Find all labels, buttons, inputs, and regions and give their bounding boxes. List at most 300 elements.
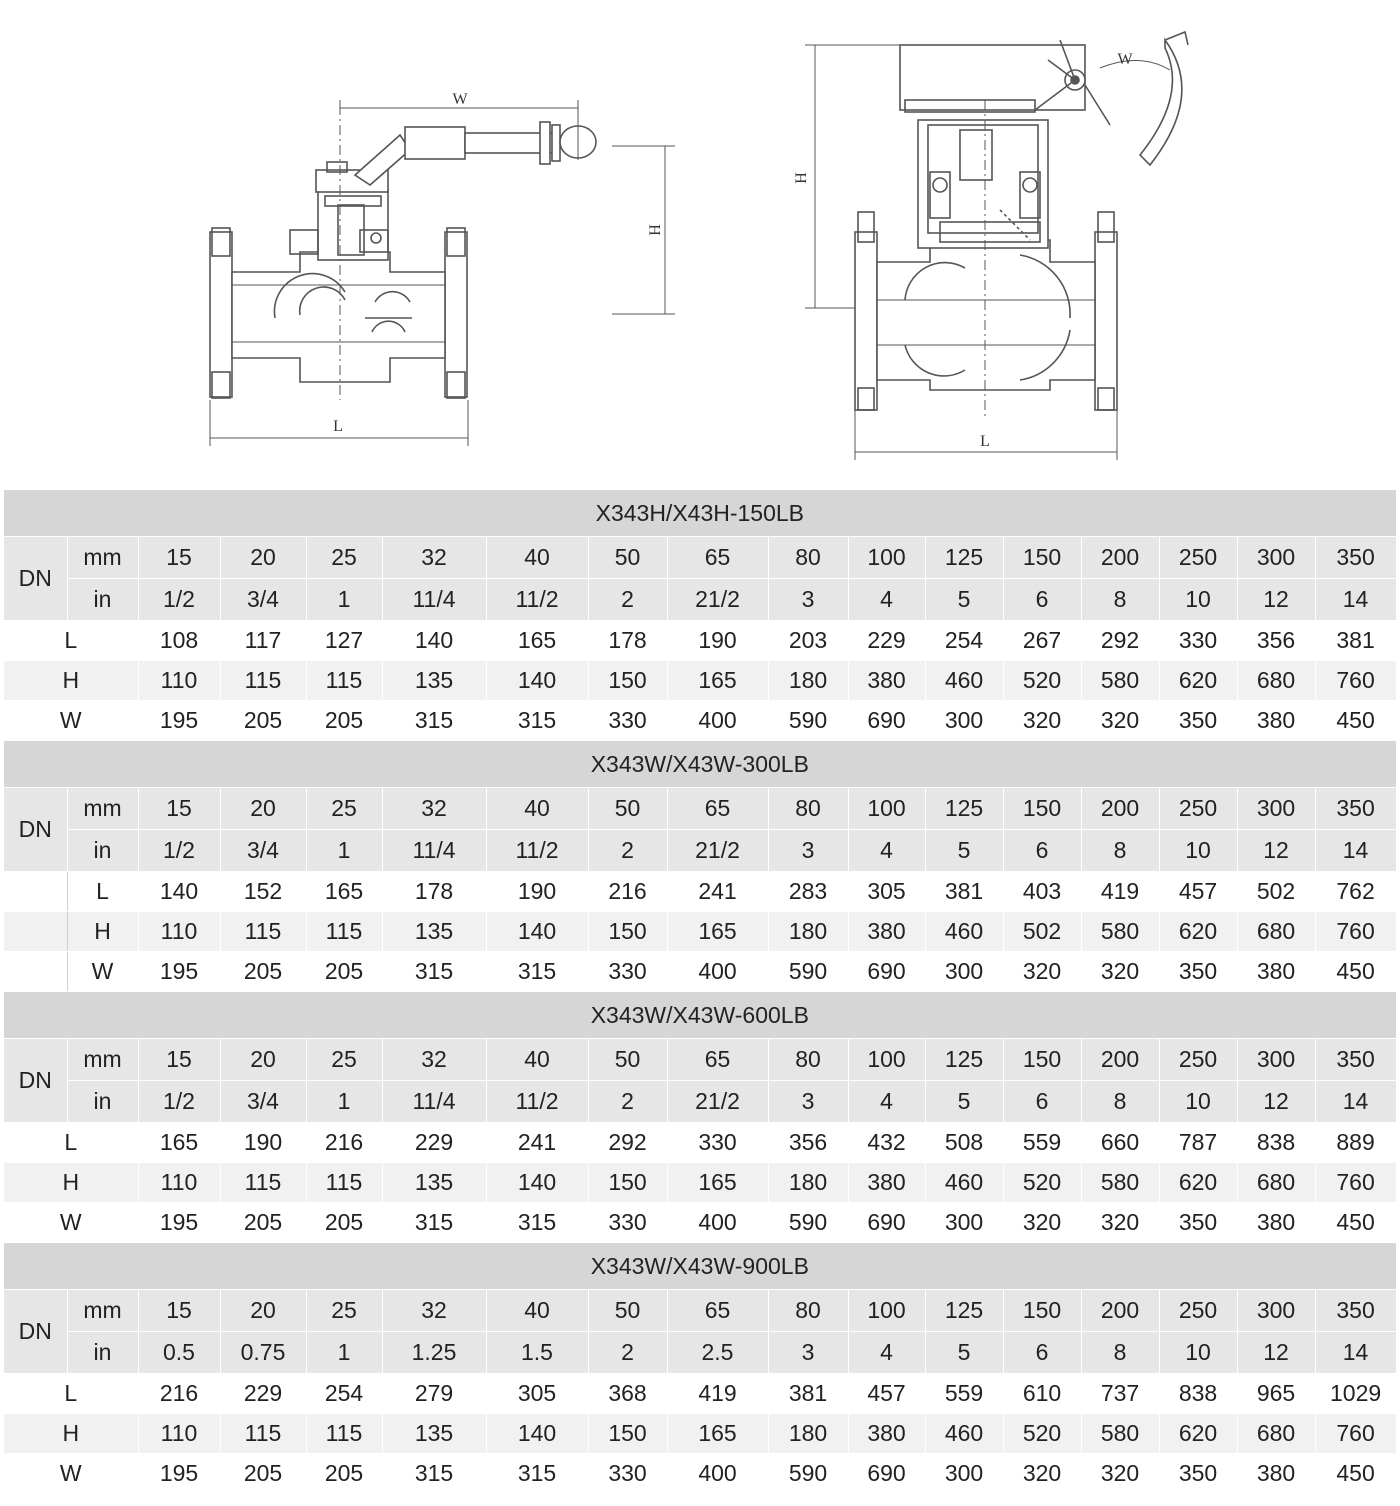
inch-unit-label: in <box>67 1081 138 1123</box>
gear-valve-drawing <box>855 32 1188 420</box>
value-cell: 205 <box>306 1454 382 1494</box>
value-cell: 205 <box>306 952 382 992</box>
inch-size-cell: 1.5 <box>486 1332 588 1374</box>
value-cell: 381 <box>1315 621 1396 661</box>
value-cell: 380 <box>848 1163 925 1203</box>
mm-size-cell: 300 <box>1237 537 1315 579</box>
section-title: X343W/X43W-900LB <box>4 1243 1396 1290</box>
value-cell: 965 <box>1237 1374 1315 1414</box>
value-cell: 190 <box>220 1123 306 1163</box>
value-cell: 241 <box>667 872 768 912</box>
mm-size-cell: 32 <box>382 1039 486 1081</box>
inch-size-cell: 8 <box>1081 830 1159 872</box>
value-cell: 520 <box>1003 1163 1081 1203</box>
value-cell: 590 <box>768 1203 848 1243</box>
inch-size-cell: 1/2 <box>138 579 220 621</box>
dimension-label: H <box>4 661 138 701</box>
inch-size-cell: 1 <box>306 579 382 621</box>
value-cell: 115 <box>306 912 382 952</box>
mm-size-cell: 250 <box>1159 1039 1237 1081</box>
value-cell: 400 <box>667 952 768 992</box>
value-cell: 315 <box>486 701 588 741</box>
value-cell: 216 <box>306 1123 382 1163</box>
value-cell: 380 <box>848 661 925 701</box>
inch-size-cell: 3 <box>768 830 848 872</box>
mm-size-cell: 50 <box>588 537 667 579</box>
value-cell: 680 <box>1237 912 1315 952</box>
mm-size-cell: 100 <box>848 1290 925 1332</box>
inch-size-cell: 2 <box>588 1081 667 1123</box>
inch-size-cell: 11/2 <box>486 579 588 621</box>
mm-size-cell: 15 <box>138 537 220 579</box>
value-cell: 690 <box>848 952 925 992</box>
value-cell: 762 <box>1315 872 1396 912</box>
value-cell: 320 <box>1081 701 1159 741</box>
inch-size-cell: 21/2 <box>667 830 768 872</box>
value-cell: 315 <box>382 952 486 992</box>
value-cell: 300 <box>925 1203 1003 1243</box>
inch-size-cell: 11/4 <box>382 579 486 621</box>
value-cell: 380 <box>1237 952 1315 992</box>
value-cell: 140 <box>138 872 220 912</box>
value-cell: 320 <box>1003 1203 1081 1243</box>
inch-size-cell: 0.5 <box>138 1332 220 1374</box>
mm-size-cell: 80 <box>768 788 848 830</box>
dimension-label: H <box>4 1414 138 1454</box>
inch-size-cell: 14 <box>1315 1332 1396 1374</box>
value-cell: 305 <box>486 1374 588 1414</box>
value-cell: 419 <box>667 1374 768 1414</box>
inch-size-cell: 6 <box>1003 579 1081 621</box>
mm-size-cell: 350 <box>1315 1039 1396 1081</box>
value-cell: 320 <box>1003 952 1081 992</box>
value-cell: 400 <box>667 1203 768 1243</box>
inch-size-cell: 21/2 <box>667 1081 768 1123</box>
value-cell: 205 <box>220 1454 306 1494</box>
mm-header-row <box>4 788 1396 830</box>
value-cell: 165 <box>306 872 382 912</box>
inch-header-row <box>4 579 1396 621</box>
value-cell: 580 <box>1081 661 1159 701</box>
value-cell: 150 <box>588 1163 667 1203</box>
value-cell: 205 <box>306 1203 382 1243</box>
value-cell: 508 <box>925 1123 1003 1163</box>
value-cell: 205 <box>220 952 306 992</box>
inch-unit-label: in <box>67 579 138 621</box>
inch-size-cell: 8 <box>1081 579 1159 621</box>
value-cell: 590 <box>768 701 848 741</box>
value-cell: 320 <box>1081 1203 1159 1243</box>
value-cell: 108 <box>138 621 220 661</box>
inch-size-cell: 2 <box>588 579 667 621</box>
value-cell: 502 <box>1237 872 1315 912</box>
dimension-label: H <box>67 912 138 952</box>
value-cell: 590 <box>768 1454 848 1494</box>
inch-size-cell: 8 <box>1081 1332 1159 1374</box>
value-cell: 165 <box>667 912 768 952</box>
inch-header-row <box>4 1332 1396 1374</box>
mm-size-cell: 200 <box>1081 537 1159 579</box>
mm-size-cell: 50 <box>588 1290 667 1332</box>
value-cell: 229 <box>848 621 925 661</box>
value-cell: 110 <box>138 1414 220 1454</box>
value-cell: 380 <box>848 1414 925 1454</box>
inch-size-cell: 2 <box>588 830 667 872</box>
inch-size-cell: 6 <box>1003 1332 1081 1374</box>
value-cell: 838 <box>1159 1374 1237 1414</box>
value-cell: 165 <box>486 621 588 661</box>
dn-label: DN <box>4 1039 67 1123</box>
value-cell: 590 <box>768 952 848 992</box>
inch-size-cell: 2 <box>588 1332 667 1374</box>
dn-label: DN <box>4 537 67 621</box>
mm-size-cell: 250 <box>1159 788 1237 830</box>
value-cell: 135 <box>382 912 486 952</box>
table-row <box>4 621 1396 661</box>
value-cell: 460 <box>925 1163 1003 1203</box>
value-cell: 350 <box>1159 952 1237 992</box>
table-row <box>4 1203 1396 1243</box>
mm-size-cell: 150 <box>1003 1039 1081 1081</box>
value-cell: 680 <box>1237 661 1315 701</box>
value-cell: 419 <box>1081 872 1159 912</box>
mm-size-cell: 40 <box>486 788 588 830</box>
lever-valve-drawing <box>210 105 596 400</box>
value-cell: 450 <box>1315 1203 1396 1243</box>
dimension-label: L <box>67 872 138 912</box>
inch-size-cell: 12 <box>1237 1332 1315 1374</box>
value-cell: 115 <box>220 912 306 952</box>
table-row <box>4 912 1396 952</box>
inch-size-cell: 8 <box>1081 1081 1159 1123</box>
value-cell: 450 <box>1315 701 1396 741</box>
dimension-label: W <box>4 701 138 741</box>
mm-size-cell: 125 <box>925 1290 1003 1332</box>
value-cell: 115 <box>220 661 306 701</box>
mm-size-cell: 250 <box>1159 537 1237 579</box>
mm-size-cell: 20 <box>220 1290 306 1332</box>
value-cell: 283 <box>768 872 848 912</box>
mm-size-cell: 65 <box>667 537 768 579</box>
mm-size-cell: 25 <box>306 537 382 579</box>
inch-size-cell: 14 <box>1315 579 1396 621</box>
inch-size-cell: 10 <box>1159 579 1237 621</box>
value-cell: 889 <box>1315 1123 1396 1163</box>
value-cell: 110 <box>138 1163 220 1203</box>
mm-size-cell: 125 <box>925 1039 1003 1081</box>
table-row <box>4 952 1396 992</box>
value-cell: 195 <box>138 1203 220 1243</box>
value-cell: 680 <box>1237 1414 1315 1454</box>
value-cell: 787 <box>1159 1123 1237 1163</box>
value-cell: 760 <box>1315 1414 1396 1454</box>
right-w-label: W <box>1117 51 1133 68</box>
value-cell: 380 <box>1237 1203 1315 1243</box>
value-cell: 580 <box>1081 1163 1159 1203</box>
inch-size-cell: 14 <box>1315 830 1396 872</box>
inch-size-cell: 3/4 <box>220 830 306 872</box>
value-cell: 241 <box>486 1123 588 1163</box>
mm-size-cell: 32 <box>382 537 486 579</box>
value-cell: 350 <box>1159 1454 1237 1494</box>
value-cell: 838 <box>1237 1123 1315 1163</box>
value-cell: 330 <box>588 1203 667 1243</box>
value-cell: 690 <box>848 1454 925 1494</box>
mm-size-cell: 25 <box>306 1039 382 1081</box>
dn-label: DN <box>4 1290 67 1374</box>
inch-header-row <box>4 830 1396 872</box>
value-cell: 315 <box>382 1203 486 1243</box>
value-cell: 216 <box>588 872 667 912</box>
value-cell: 267 <box>1003 621 1081 661</box>
valve-drawings <box>0 0 1400 488</box>
mm-size-cell: 300 <box>1237 1039 1315 1081</box>
value-cell: 330 <box>588 1454 667 1494</box>
left-h-label: H <box>647 224 664 236</box>
dimension-label: L <box>4 1123 138 1163</box>
value-cell: 760 <box>1315 1163 1396 1203</box>
mm-size-cell: 65 <box>667 1039 768 1081</box>
value-cell: 460 <box>925 1414 1003 1454</box>
value-cell: 760 <box>1315 661 1396 701</box>
value-cell: 315 <box>486 952 588 992</box>
inch-size-cell: 10 <box>1159 1081 1237 1123</box>
mm-size-cell: 80 <box>768 1039 848 1081</box>
mm-size-cell: 50 <box>588 788 667 830</box>
inch-size-cell: 3/4 <box>220 579 306 621</box>
value-cell: 110 <box>138 912 220 952</box>
mm-size-cell: 20 <box>220 788 306 830</box>
value-cell: 254 <box>925 621 1003 661</box>
value-cell: 205 <box>220 701 306 741</box>
value-cell: 305 <box>848 872 925 912</box>
inch-size-cell: 21/2 <box>667 579 768 621</box>
table-section-title-row <box>4 741 1396 788</box>
section-title: X343H/X43H-150LB <box>4 490 1396 537</box>
mm-size-cell: 100 <box>848 1039 925 1081</box>
mm-header-row <box>4 537 1396 579</box>
value-cell: 380 <box>1237 1454 1315 1494</box>
blank-cell <box>4 872 67 912</box>
value-cell: 502 <box>1003 912 1081 952</box>
value-cell: 737 <box>1081 1374 1159 1414</box>
value-cell: 620 <box>1159 1414 1237 1454</box>
value-cell: 292 <box>588 1123 667 1163</box>
inch-size-cell: 1 <box>306 1332 382 1374</box>
value-cell: 180 <box>768 912 848 952</box>
left-l-label: L <box>333 418 343 435</box>
value-cell: 180 <box>768 661 848 701</box>
value-cell: 356 <box>768 1123 848 1163</box>
value-cell: 229 <box>382 1123 486 1163</box>
mm-size-cell: 100 <box>848 788 925 830</box>
section-title: X343W/X43W-300LB <box>4 741 1396 788</box>
value-cell: 165 <box>138 1123 220 1163</box>
dimension-label: L <box>4 621 138 661</box>
inch-size-cell: 5 <box>925 1332 1003 1374</box>
value-cell: 190 <box>486 872 588 912</box>
mm-size-cell: 125 <box>925 788 1003 830</box>
value-cell: 457 <box>1159 872 1237 912</box>
value-cell: 229 <box>220 1374 306 1414</box>
inch-size-cell: 10 <box>1159 830 1237 872</box>
inch-size-cell: 12 <box>1237 830 1315 872</box>
table-section-title-row <box>4 992 1396 1039</box>
mm-unit-label: mm <box>67 1039 138 1081</box>
inch-size-cell: 12 <box>1237 579 1315 621</box>
inch-size-cell: 5 <box>925 579 1003 621</box>
mm-size-cell: 200 <box>1081 788 1159 830</box>
drawing-canvas <box>0 0 1400 488</box>
value-cell: 315 <box>382 701 486 741</box>
value-cell: 350 <box>1159 1203 1237 1243</box>
mm-size-cell: 40 <box>486 537 588 579</box>
value-cell: 559 <box>1003 1123 1081 1163</box>
dimension-tables <box>4 490 1396 1494</box>
mm-size-cell: 150 <box>1003 1290 1081 1332</box>
value-cell: 279 <box>382 1374 486 1414</box>
inch-unit-label: in <box>67 1332 138 1374</box>
mm-size-cell: 200 <box>1081 1290 1159 1332</box>
value-cell: 432 <box>848 1123 925 1163</box>
mm-size-cell: 40 <box>486 1290 588 1332</box>
value-cell: 400 <box>667 701 768 741</box>
value-cell: 520 <box>1003 1414 1081 1454</box>
mm-size-cell: 25 <box>306 788 382 830</box>
value-cell: 320 <box>1003 701 1081 741</box>
blank-cell <box>4 952 67 992</box>
inch-size-cell: 4 <box>848 579 925 621</box>
value-cell: 559 <box>925 1374 1003 1414</box>
value-cell: 110 <box>138 661 220 701</box>
value-cell: 180 <box>768 1414 848 1454</box>
value-cell: 178 <box>588 621 667 661</box>
left-w-label: W <box>452 91 468 108</box>
inch-size-cell: 4 <box>848 1081 925 1123</box>
value-cell: 330 <box>667 1123 768 1163</box>
table-row <box>4 1163 1396 1203</box>
inch-size-cell: 5 <box>925 830 1003 872</box>
mm-size-cell: 15 <box>138 1039 220 1081</box>
inch-size-cell: 3 <box>768 1081 848 1123</box>
value-cell: 320 <box>1081 952 1159 992</box>
value-cell: 195 <box>138 701 220 741</box>
value-cell: 216 <box>138 1374 220 1414</box>
value-cell: 127 <box>306 621 382 661</box>
inch-size-cell: 1 <box>306 1081 382 1123</box>
mm-size-cell: 350 <box>1315 788 1396 830</box>
mm-unit-label: mm <box>67 1290 138 1332</box>
value-cell: 205 <box>220 1203 306 1243</box>
value-cell: 205 <box>306 701 382 741</box>
value-cell: 450 <box>1315 1454 1396 1494</box>
value-cell: 315 <box>486 1203 588 1243</box>
value-cell: 300 <box>925 1454 1003 1494</box>
inch-size-cell: 6 <box>1003 830 1081 872</box>
table-row <box>4 661 1396 701</box>
dimension-table <box>4 490 1397 1494</box>
value-cell: 620 <box>1159 661 1237 701</box>
value-cell: 165 <box>667 1414 768 1454</box>
mm-size-cell: 300 <box>1237 1290 1315 1332</box>
mm-header-row <box>4 1290 1396 1332</box>
value-cell: 403 <box>1003 872 1081 912</box>
inch-size-cell: 11/4 <box>382 1081 486 1123</box>
dimension-label: H <box>4 1163 138 1203</box>
inch-size-cell: 3 <box>768 579 848 621</box>
value-cell: 368 <box>588 1374 667 1414</box>
mm-size-cell: 100 <box>848 537 925 579</box>
value-cell: 190 <box>667 621 768 661</box>
inch-size-cell: 2.5 <box>667 1332 768 1374</box>
mm-unit-label: mm <box>67 537 138 579</box>
inch-header-row <box>4 1081 1396 1123</box>
inch-size-cell: 11/4 <box>382 830 486 872</box>
value-cell: 135 <box>382 661 486 701</box>
value-cell: 320 <box>1003 1454 1081 1494</box>
value-cell: 400 <box>667 1454 768 1494</box>
value-cell: 254 <box>306 1374 382 1414</box>
value-cell: 760 <box>1315 912 1396 952</box>
inch-size-cell: 14 <box>1315 1081 1396 1123</box>
value-cell: 292 <box>1081 621 1159 661</box>
value-cell: 150 <box>588 912 667 952</box>
value-cell: 140 <box>382 621 486 661</box>
table-row <box>4 1374 1396 1414</box>
value-cell: 115 <box>306 661 382 701</box>
mm-size-cell: 300 <box>1237 788 1315 830</box>
inch-size-cell: 1/2 <box>138 1081 220 1123</box>
value-cell: 380 <box>848 912 925 952</box>
value-cell: 135 <box>382 1414 486 1454</box>
value-cell: 580 <box>1081 1414 1159 1454</box>
value-cell: 140 <box>486 661 588 701</box>
inch-size-cell: 11/2 <box>486 830 588 872</box>
value-cell: 203 <box>768 621 848 661</box>
value-cell: 195 <box>138 1454 220 1494</box>
mm-size-cell: 250 <box>1159 1290 1237 1332</box>
right-h-label: H <box>793 172 810 184</box>
mm-size-cell: 65 <box>667 1290 768 1332</box>
inch-size-cell: 11/2 <box>486 1081 588 1123</box>
value-cell: 165 <box>667 661 768 701</box>
mm-size-cell: 50 <box>588 1039 667 1081</box>
value-cell: 381 <box>925 872 1003 912</box>
value-cell: 165 <box>667 1163 768 1203</box>
value-cell: 1029 <box>1315 1374 1396 1414</box>
value-cell: 690 <box>848 1203 925 1243</box>
blank-cell <box>4 912 67 952</box>
value-cell: 300 <box>925 701 1003 741</box>
inch-size-cell: 4 <box>848 830 925 872</box>
table-row <box>4 1454 1396 1494</box>
value-cell: 117 <box>220 621 306 661</box>
inch-size-cell: 12 <box>1237 1081 1315 1123</box>
value-cell: 450 <box>1315 952 1396 992</box>
mm-size-cell: 65 <box>667 788 768 830</box>
mm-size-cell: 32 <box>382 788 486 830</box>
value-cell: 115 <box>306 1414 382 1454</box>
value-cell: 152 <box>220 872 306 912</box>
table-section-title-row <box>4 490 1396 537</box>
right-l-label: L <box>980 433 990 450</box>
value-cell: 320 <box>1081 1454 1159 1494</box>
mm-size-cell: 200 <box>1081 1039 1159 1081</box>
value-cell: 195 <box>138 952 220 992</box>
value-cell: 380 <box>1237 701 1315 741</box>
inch-size-cell: 1.25 <box>382 1332 486 1374</box>
value-cell: 300 <box>925 952 1003 992</box>
